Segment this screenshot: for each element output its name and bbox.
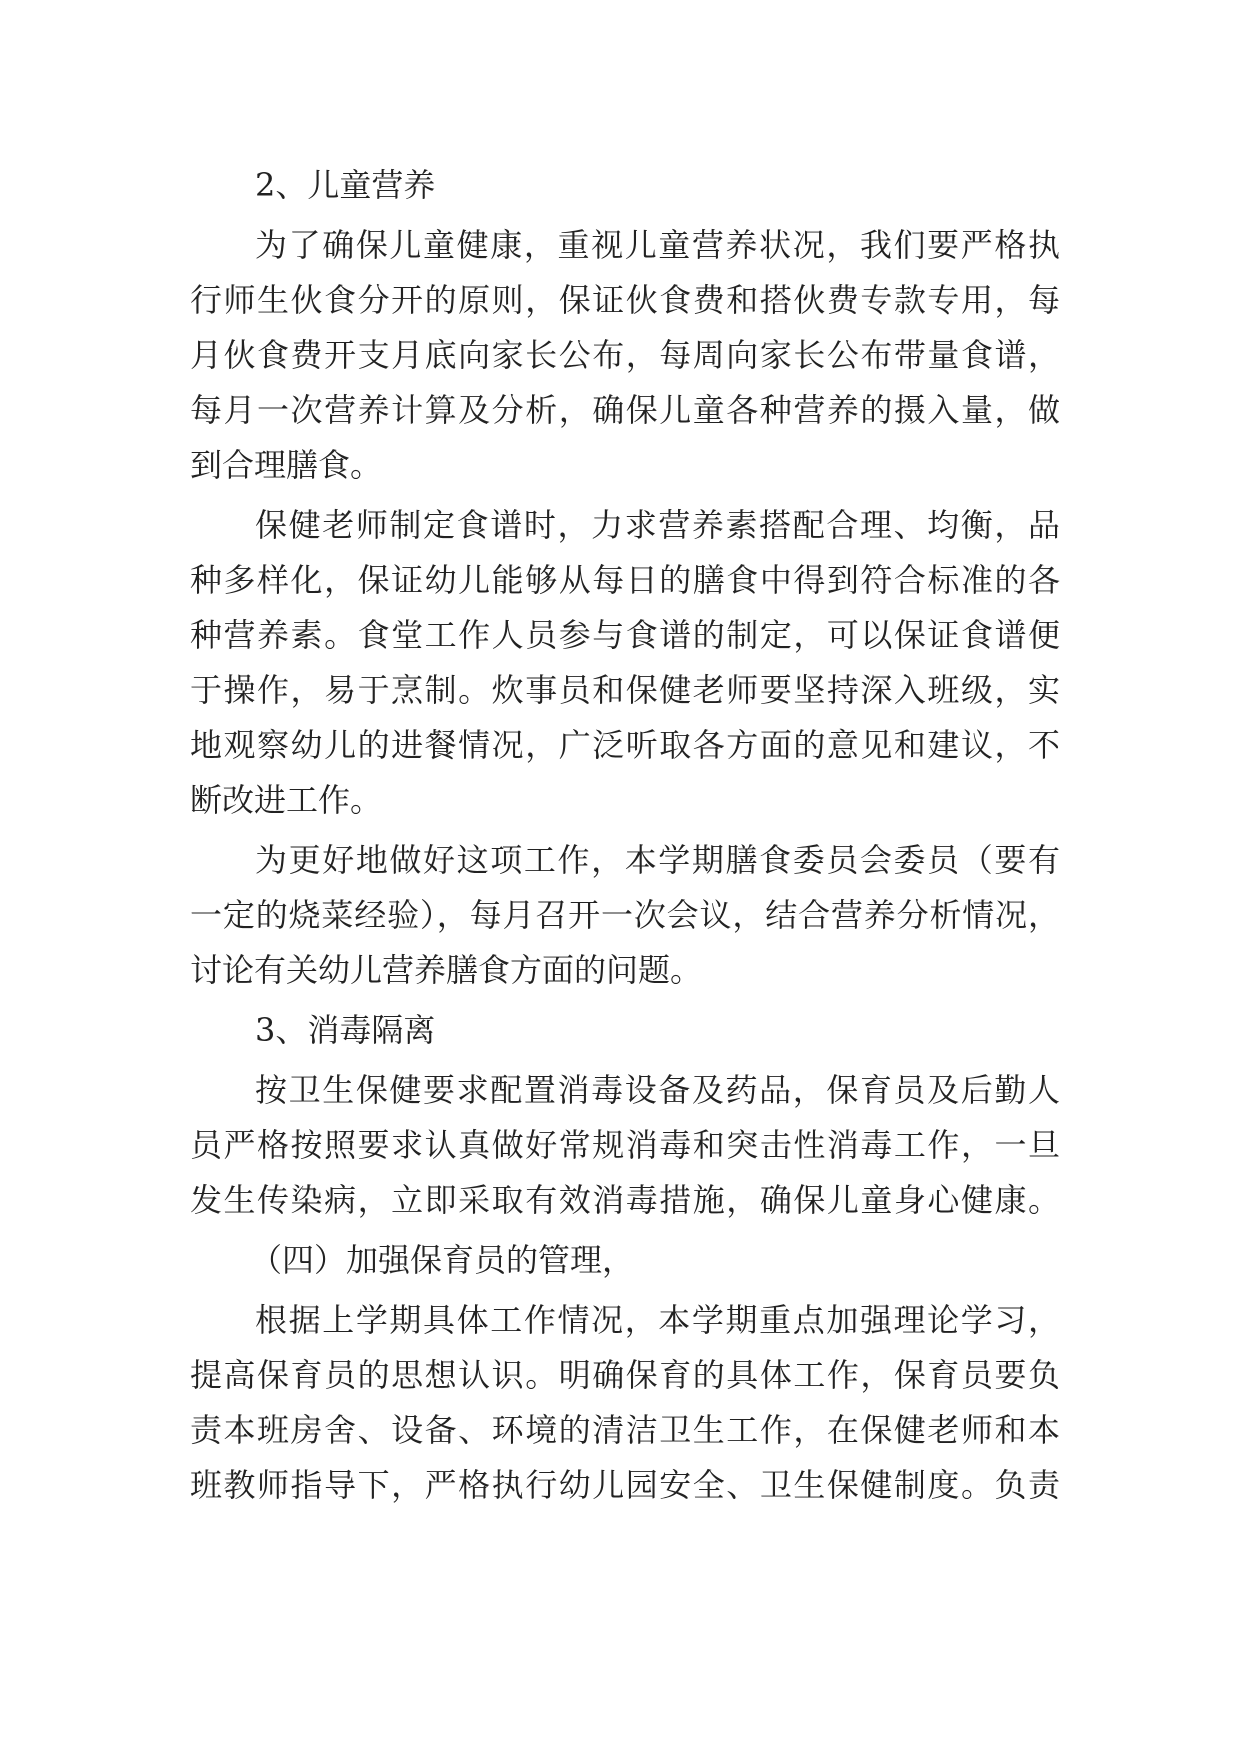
paragraph-line: 行师生伙食分开的原则，保证伙食费和搭伙费专款专用，每 <box>190 281 1060 319</box>
paragraph-line: 到合理膳食。 <box>190 446 383 484</box>
paragraph-line: 每月一次营养计算及分析，确保儿童各种营养的摄入量，做 <box>190 391 1060 429</box>
paragraph-line: 讨论有关幼儿营养膳食方面的问题。 <box>190 951 703 989</box>
paragraph-line: 根据上学期具体工作情况，本学期重点加强理论学习， <box>255 1301 1060 1339</box>
paragraph-line: 种多样化，保证幼儿能够从每日的膳食中得到符合标准的各 <box>190 561 1060 599</box>
paragraph-line: 责本班房舍、设备、环境的清洁卫生工作，在保健老师和本 <box>190 1411 1060 1449</box>
paragraph-line: 种营养素。食堂工作人员参与食谱的制定，可以保证食谱便 <box>190 616 1060 654</box>
paragraph-line: 保健老师制定食谱时，力求营养素搭配合理、均衡，品 <box>255 506 1060 544</box>
paragraph-line: 一定的烧菜经验），每月召开一次会议，结合营养分析情况， <box>190 896 1060 934</box>
heading-disinfection: 3、消毒隔离 <box>255 1011 436 1049</box>
paragraph-line: 为了确保儿童健康，重视儿童营养状况，我们要严格执 <box>255 226 1060 264</box>
paragraph-line: 于操作，易于烹制。炊事员和保健老师要坚持深入班级，实 <box>190 671 1060 709</box>
paragraph-line: 员严格按照要求认真做好常规消毒和突击性消毒工作，一旦 <box>190 1126 1060 1164</box>
paragraph-line: 月伙食费开支月底向家长公布，每周向家长公布带量食谱， <box>190 336 1060 374</box>
paragraph-line: 发生传染病，立即采取有效消毒措施，确保儿童身心健康。 <box>190 1181 1060 1219</box>
heading-child-nutrition: 2、儿童营养 <box>255 166 436 204</box>
heading-caregiver-management: （四）加强保育员的管理， <box>250 1241 635 1279</box>
paragraph-line: 断改进工作。 <box>190 781 383 819</box>
paragraph-line: 为更好地做好这项工作，本学期膳食委员会委员（要有 <box>255 841 1060 879</box>
paragraph-line: 按卫生保健要求配置消毒设备及药品，保育员及后勤人 <box>255 1071 1060 1109</box>
paragraph-line: 班教师指导下，严格执行幼儿园安全、卫生保健制度。负责 <box>190 1466 1060 1504</box>
paragraph-line: 地观察幼儿的进餐情况，广泛听取各方面的意见和建议，不 <box>190 726 1060 764</box>
paragraph-line: 提高保育员的思想认识。明确保育的具体工作，保育员要负 <box>190 1356 1060 1394</box>
